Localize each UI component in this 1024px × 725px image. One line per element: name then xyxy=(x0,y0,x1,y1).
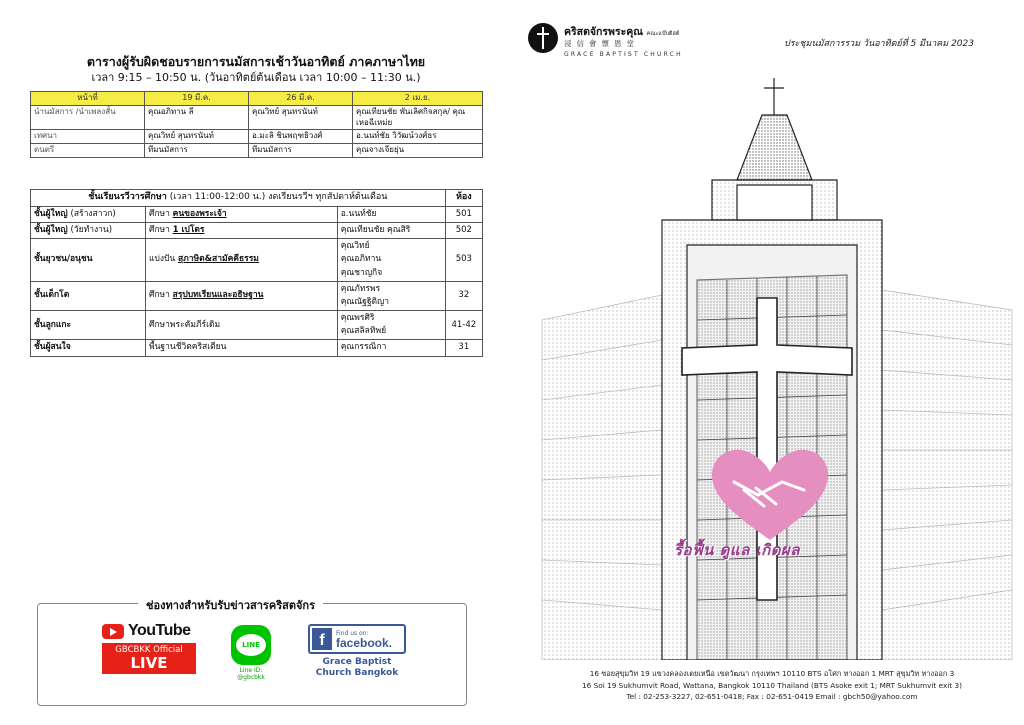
address-thai: 16 ซอยสุขุมวิท 19 แขวงคลองเตยเหนือ เขตวัฒนา กรุงเทพฯ 10110 BTS อโศก ทางออก 1 MRT สุขุมวิท ทางออก 3 xyxy=(589,669,955,678)
bell-tower xyxy=(712,78,837,220)
channels-title: ช่องทางสำหรับรับข่าวสารคริสตจักร xyxy=(138,596,323,614)
class-row xyxy=(31,239,483,282)
church-name-english: GRACE BAPTIST CHURCH xyxy=(564,51,683,58)
line-id-value: @gbcbkk xyxy=(237,674,265,682)
schedule-title: ตารางผู้รับผิดชอบรายการนมัสการเช้าวันอาทิตย์ ภาคภาษาไทย xyxy=(86,54,426,69)
class-name: ชั้นยุวชน/อนุชน xyxy=(31,239,146,282)
class-study xyxy=(146,239,338,282)
youtube-live-badge xyxy=(102,643,196,674)
class-name-label: ชั้นผู้ใหญ่ xyxy=(34,208,68,219)
class-study-topic: สุภาษิต&สามัคคีธรรม xyxy=(177,254,259,265)
church-address xyxy=(552,668,992,703)
schedule-cell: ทีมนมัสการ xyxy=(249,144,353,158)
teacher-name: คุณอภิทาน xyxy=(340,254,382,265)
class-study: พื้นฐานชีวิตคริสเตียน xyxy=(146,340,338,356)
line-id-label: Line ID: xyxy=(239,667,263,674)
schedule-cell: ทีมนมัสการ xyxy=(145,144,249,158)
class-row xyxy=(31,311,483,340)
schedule-table xyxy=(30,91,483,158)
class-row xyxy=(31,206,483,222)
class-note: (สร้างสาวก) xyxy=(70,208,116,219)
classes-table xyxy=(30,189,483,357)
youtube-logo xyxy=(102,622,198,640)
line-id xyxy=(226,667,276,681)
class-room: 503 xyxy=(445,239,482,282)
schedule-header-row xyxy=(31,92,483,106)
class-study xyxy=(146,206,338,222)
schedule-cell: คุณวิทย์ สุนทรนันท์ xyxy=(249,105,353,130)
line-channel[interactable] xyxy=(226,625,276,681)
line-icon xyxy=(231,625,271,665)
youtube-live-label: LIVE xyxy=(130,654,168,672)
schedule-row xyxy=(31,144,483,158)
schedule-row xyxy=(31,105,483,130)
schedule-role: นำนมัสการ /นำเพลงสั้น xyxy=(31,105,145,130)
class-name-label: ชั้นผู้ใหญ่ xyxy=(34,225,68,236)
class-room: 501 xyxy=(445,206,482,222)
class-study: ศึกษาพระคัมภีร์เดิม xyxy=(146,311,338,340)
church-name-thai-text: คริสตจักรพระคุณ xyxy=(564,26,644,38)
address-english: 16 Soi 19 Sukhumvit Road, Wattana, Bangkok 10110 Thailand (BTS Asoke exit 1; MRT Sukhumvit exit 3) xyxy=(582,680,962,690)
teacher-name: คุณวิทย์ xyxy=(340,241,370,252)
schedule-header-date: 19 มี.ค. xyxy=(145,92,249,106)
class-note: (วัยทำงาน) xyxy=(70,225,113,236)
class-row xyxy=(31,281,483,310)
class-name: ชั้นผู้สนใจ xyxy=(31,340,146,356)
schedule-row xyxy=(31,130,483,144)
class-name: ชั้นลูกแกะ xyxy=(31,311,146,340)
schedule-subtitle: เวลา 9:15 – 10:50 น. (วันอาทิตย์ต้นเดือน เวลา 10:00 – 11:30 น.) xyxy=(91,71,421,84)
youtube-channel-name: GBCBKK Official xyxy=(115,645,183,655)
facebook-page-name-line: Grace Baptist xyxy=(322,657,392,667)
class-teacher: อ.นนท์ชัย xyxy=(337,206,445,222)
class-row xyxy=(31,223,483,239)
facebook-page-name-line: Church Bangkok xyxy=(315,667,399,678)
class-study xyxy=(146,223,338,239)
line-bubble: LINE xyxy=(236,634,266,656)
schedule-header-role: หน้าที่ xyxy=(31,92,145,106)
class-teacher: คุณกรรณิกา xyxy=(337,340,445,356)
class-row xyxy=(31,340,483,356)
contact-info: Tel : 02-253-3227, 02-651-0418; Fax : 02-651-0419 Email : gbch50@yahoo.com xyxy=(626,692,918,702)
class-study-type: ศึกษา xyxy=(149,225,170,236)
class-study-topic: 1 เปโตร xyxy=(172,225,205,236)
class-room: 502 xyxy=(445,223,482,239)
classes-header-note: (เวลา 11:00-12:00 น.) งดเรียนรวีฯ ทุกสัปดาห์ต้นเดือน xyxy=(169,192,388,202)
class-study-topic: คนของพระเจ้า xyxy=(172,208,227,219)
teacher-name: คุณภัทรพร xyxy=(340,283,381,294)
class-study-type: ศึกษา xyxy=(149,208,170,219)
service-date: ประชุมนมัสการรวม วันอาทิตย์ที่ 5 มีนาคม 2023 xyxy=(784,39,974,49)
classes-room-header: ห้อง xyxy=(445,190,482,207)
class-study-topic: สรุปบทเรียนและอธิษฐาน xyxy=(172,290,264,301)
facebook-wordmark: facebook. xyxy=(336,635,393,650)
facebook-channel[interactable] xyxy=(308,624,406,679)
youtube-wordmark: YouTube xyxy=(128,622,191,639)
class-name xyxy=(31,223,146,239)
classes-header xyxy=(31,190,446,207)
church-name-chinese: 浸信會懷恩堂 xyxy=(564,39,639,48)
teacher-name: คุณณัฐฐิติญา xyxy=(340,296,390,307)
teacher-name: คุณชาญกิจ xyxy=(340,267,383,278)
youtube-channel[interactable] xyxy=(102,622,198,674)
slogan: รื้อฟื้น ดูแล เกิดผล xyxy=(674,541,800,559)
class-study xyxy=(146,281,338,310)
facebook-badge xyxy=(308,624,406,654)
class-room: 32 xyxy=(445,281,482,310)
class-name xyxy=(31,206,146,222)
church-denomination: คณะแบ๊บติสต์ xyxy=(646,31,680,37)
facebook-find-us: Find us on: xyxy=(336,629,369,637)
schedule-role: เทศนา xyxy=(31,130,145,144)
right-page xyxy=(512,0,1024,725)
schedule-role: ดนตรี xyxy=(31,144,145,158)
classes-header-title: ชั้นเรียนรวีวารศึกษา xyxy=(88,192,167,202)
schedule-cell: คุณจางเจียยุ่น xyxy=(353,144,483,158)
class-teacher xyxy=(337,311,445,340)
class-study-type: ศึกษา xyxy=(149,290,170,301)
schedule-header-date: 2 เม.ย. xyxy=(353,92,483,106)
schedule-header-date: 26 มี.ค. xyxy=(249,92,353,106)
schedule-cell: คุณวิทย์ สุนทรนันท์ xyxy=(145,130,249,144)
youtube-play-icon xyxy=(102,624,124,639)
class-teacher xyxy=(337,239,445,282)
class-room: 41-42 xyxy=(445,311,482,340)
teacher-name: คุณสลิลทิพย์ xyxy=(340,326,387,337)
church-building-illustration xyxy=(512,70,1024,660)
church-cross-logo-icon xyxy=(528,23,558,53)
facebook-page-name xyxy=(308,657,406,679)
classes-header-row xyxy=(31,190,483,207)
facebook-text xyxy=(336,630,392,649)
schedule-cell: อ.นนท์ชัย วิวัฒน์วงศ์ธร xyxy=(353,130,483,144)
class-name: ชั้นเด็กโต xyxy=(31,281,146,310)
schedule-cell: คุณเทียนชัย พันเลิศกิจสกุล/ คุณเหอฉีเหม่ย xyxy=(353,105,483,130)
schedule-cell: อ.มะลิ ชินพฤฑธิวงศ์ xyxy=(249,130,353,144)
class-teacher xyxy=(337,281,445,310)
channels-box xyxy=(37,599,467,706)
class-room: 31 xyxy=(445,340,482,356)
class-teacher: คุณเทียนชัย คุณสิริ xyxy=(337,223,445,239)
schedule-cell: คุณอภิทาน ลี xyxy=(145,105,249,130)
teacher-name: คุณพรศิริ xyxy=(340,313,375,324)
facebook-icon: f xyxy=(312,628,332,650)
class-study-type: แบ่งปัน xyxy=(149,254,176,265)
